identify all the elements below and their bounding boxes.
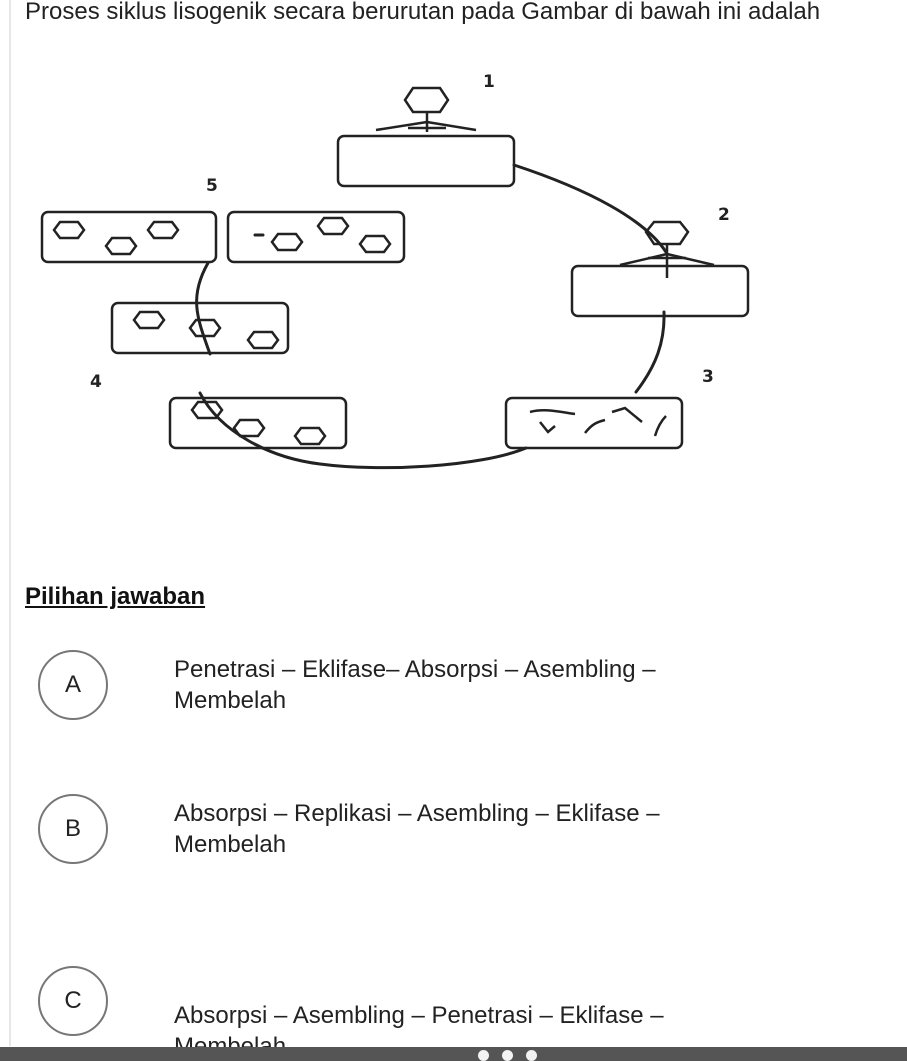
option-b-line2: Membelah bbox=[174, 831, 287, 858]
pager-dot[interactable] bbox=[478, 1050, 489, 1061]
option-a-text[interactable] bbox=[174, 654, 774, 716]
option-b-text[interactable] bbox=[174, 798, 774, 860]
cycle-arc bbox=[200, 393, 526, 468]
cycle-arc bbox=[636, 312, 664, 392]
host-cell bbox=[338, 136, 514, 186]
option-b-letter[interactable]: B bbox=[38, 794, 108, 864]
pager-dot[interactable] bbox=[502, 1050, 513, 1061]
question-text: Proses siklus lisogenik secara berurutan pada Gambar di bawah ini adalah bbox=[25, 0, 821, 25]
option-c-letter[interactable]: C bbox=[38, 966, 108, 1036]
host-cell bbox=[572, 266, 748, 316]
stage-label-2: 2 bbox=[718, 205, 730, 225]
stage-5 bbox=[42, 212, 404, 262]
left-divider bbox=[9, 0, 11, 1046]
phage-head bbox=[405, 88, 448, 112]
stage-2 bbox=[572, 222, 748, 316]
stage-label-3: 3 bbox=[702, 367, 714, 387]
stage-label-4: 4 bbox=[90, 372, 102, 392]
option-c-line1: Absorpsi – Asembling – Penetrasi – Eklifase – bbox=[174, 1002, 664, 1029]
option-a[interactable] bbox=[38, 650, 898, 730]
choices-title: Pilihan jawaban bbox=[25, 583, 206, 610]
option-a-line1: Penetrasi – Eklifase– Absorpsi – Asembling – bbox=[174, 656, 656, 683]
option-a-letter[interactable]: A bbox=[38, 650, 108, 720]
option-b[interactable] bbox=[38, 794, 898, 874]
stage-label-1: 1 bbox=[483, 72, 495, 92]
option-a-line2: Membelah bbox=[174, 687, 287, 714]
lysogenic-cycle-diagram bbox=[30, 60, 770, 490]
option-b-line1: Absorpsi – Replikasi – Asembling – Eklifase – bbox=[174, 800, 660, 827]
cycle-arc bbox=[514, 165, 666, 252]
stage-1 bbox=[338, 88, 514, 186]
bottom-pager-bar bbox=[0, 1047, 907, 1061]
phage-head bbox=[646, 222, 688, 244]
option-c[interactable] bbox=[38, 966, 898, 1046]
pager-dot[interactable] bbox=[526, 1050, 537, 1061]
stage-label-5: 5 bbox=[206, 176, 218, 196]
stage-3 bbox=[506, 398, 682, 448]
stage-4 bbox=[170, 398, 346, 448]
cycle-arc bbox=[197, 263, 210, 354]
